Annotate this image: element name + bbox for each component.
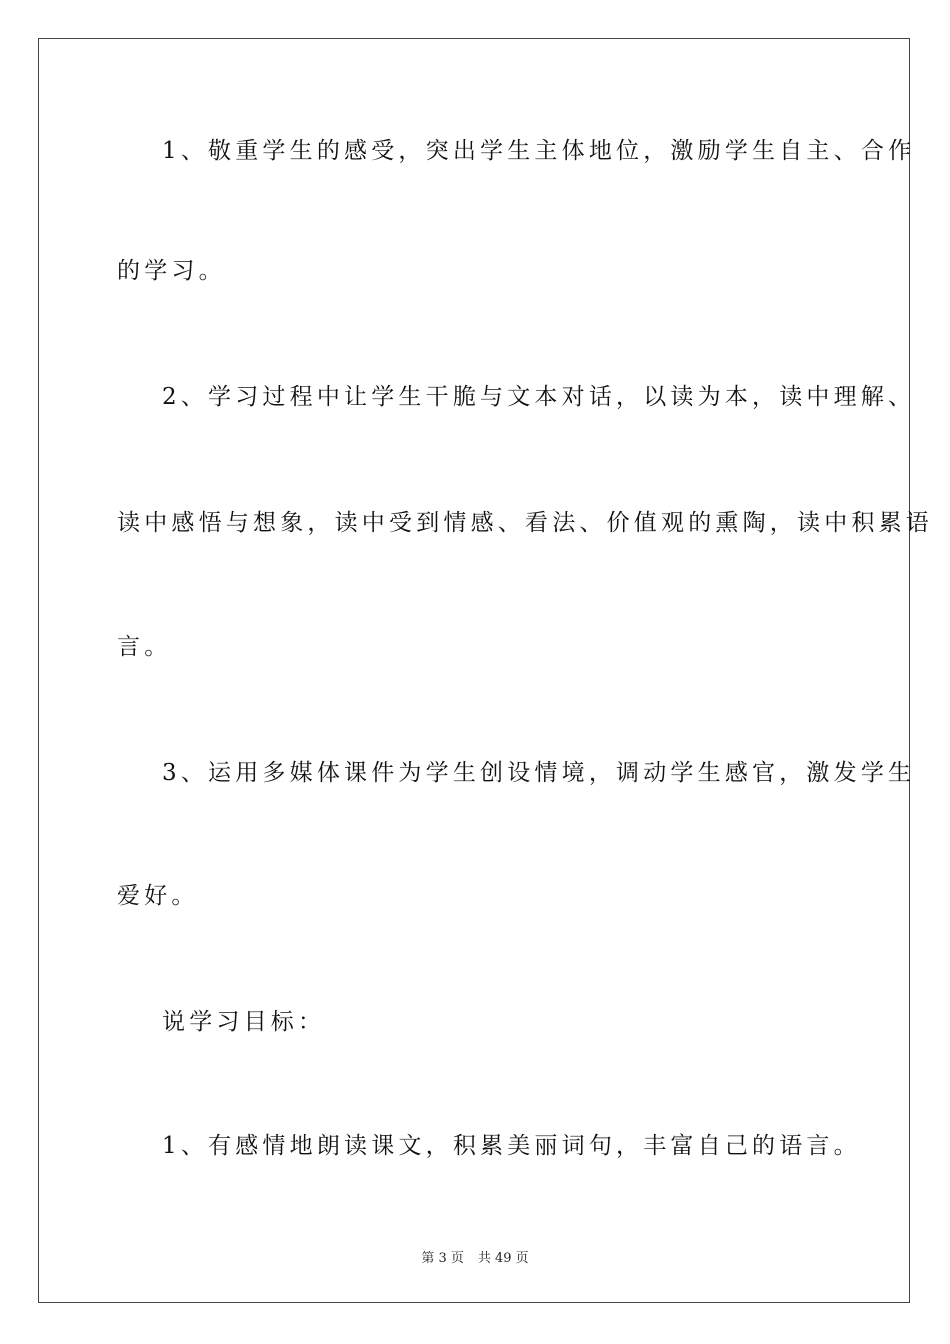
paragraph-line: 爱好。 [117,883,199,909]
page-number: 第 3 页 [421,1251,464,1266]
page-frame [38,38,910,1303]
paragraph-line: 3、运用多媒体课件为学生创设情境，调动学生感官，激发学生 [162,760,916,786]
paragraph-line: 的学习。 [117,258,226,284]
paragraph-line: 1、敬重学生的感受，突出学生主体地位，激励学生自主、合作 [162,138,916,164]
paragraph-line: 2、学习过程中让学生干脆与文本对话，以读为本，读中理解、 [162,384,916,410]
section-heading: 说学习目标： [162,1009,326,1035]
paragraph-line: 1、有感情地朗读课文，积累美丽词句，丰富自己的语言。 [162,1133,861,1159]
paragraph-line: 读中感悟与想象，读中受到情感、看法、价值观的熏陶，读中积累语 [117,510,933,536]
page-footer [0,1247,950,1266]
paragraph-line: 言。 [117,634,172,660]
total-pages: 共 49 页 [477,1251,529,1266]
